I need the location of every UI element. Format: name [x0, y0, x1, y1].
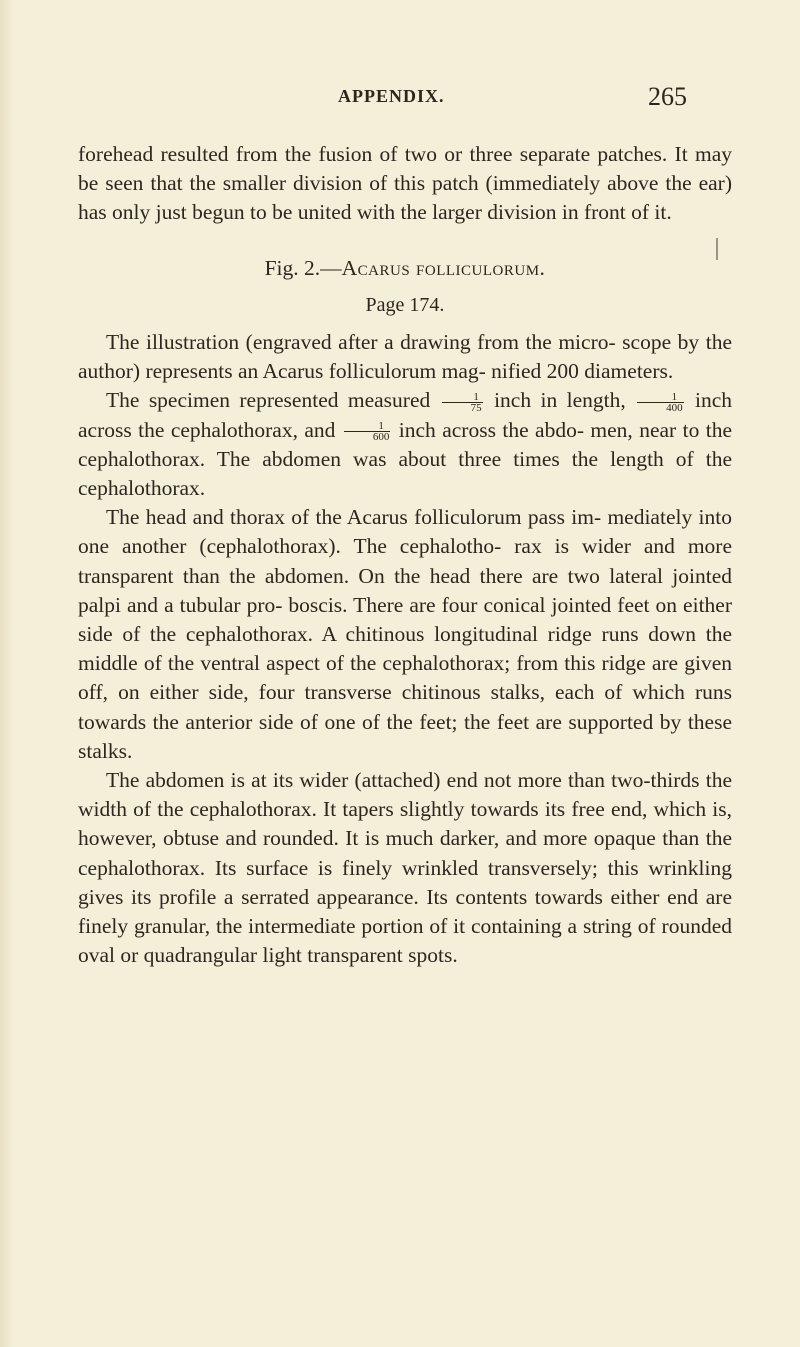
- body-text: [78, 140, 732, 970]
- page-reference: Page 174.: [365, 293, 445, 316]
- specimen-text-a: The specimen represented measured: [106, 388, 431, 413]
- figure-number: Fig. 2.—: [264, 255, 342, 280]
- fraction-length: $\frac{1}{75}$: [442, 392, 483, 413]
- paragraph-head-thorax: The head and thorax of the Acarus folliculorum pass im- mediately into one another (cephalothorax). The cephalotho- rax is wider and more transparent than the abdomen. On the head there are two lateral jointed palpi and a tubular pro- boscis. There are four conical jointed feet on either side of the cephalothorax. A chitinous longitudinal ridge runs down the middle of the ventral aspect of the cephalothorax; from this ridge are given off, on either side, four transverse chitinous stalks, each of which runs towards the anterior side of one of the feet; the feet are supported by these stalks.: [78, 505, 732, 763]
- running-head-title: APPENDIX.: [338, 86, 445, 106]
- running-head: [0, 82, 800, 112]
- page-gutter-shadow: [0, 0, 14, 1347]
- fraction-cephalothorax: $\frac{1}{400}$: [637, 392, 684, 413]
- figure-name: Acarus folliculorum.: [341, 255, 546, 280]
- specimen-text-d: inch across the abdo- men, near to the cephalothorax. The abdomen was about three times the length of the cephalothorax.: [78, 417, 733, 501]
- paragraph-continued: forehead resulted from the fusion of two or three separate patches. It may be seen that the smaller division of this patch (immediately above the ear) has only just begun to be united with the larger division in front of it.: [78, 142, 732, 225]
- specimen-text-b: inch in length,: [494, 388, 626, 413]
- paragraph-abdomen: The abdomen is at its wider (attached) end not more than two-thirds the width of the cephalothorax. It tapers slightly towards its free end, which is, however, obtuse and rounded. It is much darker, and more opaque than the cephalothorax. Its surface is finely wrinkled transversely; this wrinkling gives its profile a serrated appearance. Its contents towards either end are finely granular, the intermediate portion of it containing a string of rounded oval or quadrangular light transparent spots.: [78, 768, 732, 968]
- fraction-abdomen: $\frac{1}{600}$: [344, 421, 391, 442]
- paragraph-illustration: The illustration (engraved after a drawing from the micro- scope by the author) represents an Acarus folliculorum mag- nified 200 diameters.: [78, 330, 732, 384]
- figure-heading: [78, 254, 732, 283]
- specimen-text-c: inch across the cephalothorax, and: [78, 388, 733, 442]
- paragraph-specimen: [78, 386, 732, 503]
- page-number: 265: [648, 82, 687, 111]
